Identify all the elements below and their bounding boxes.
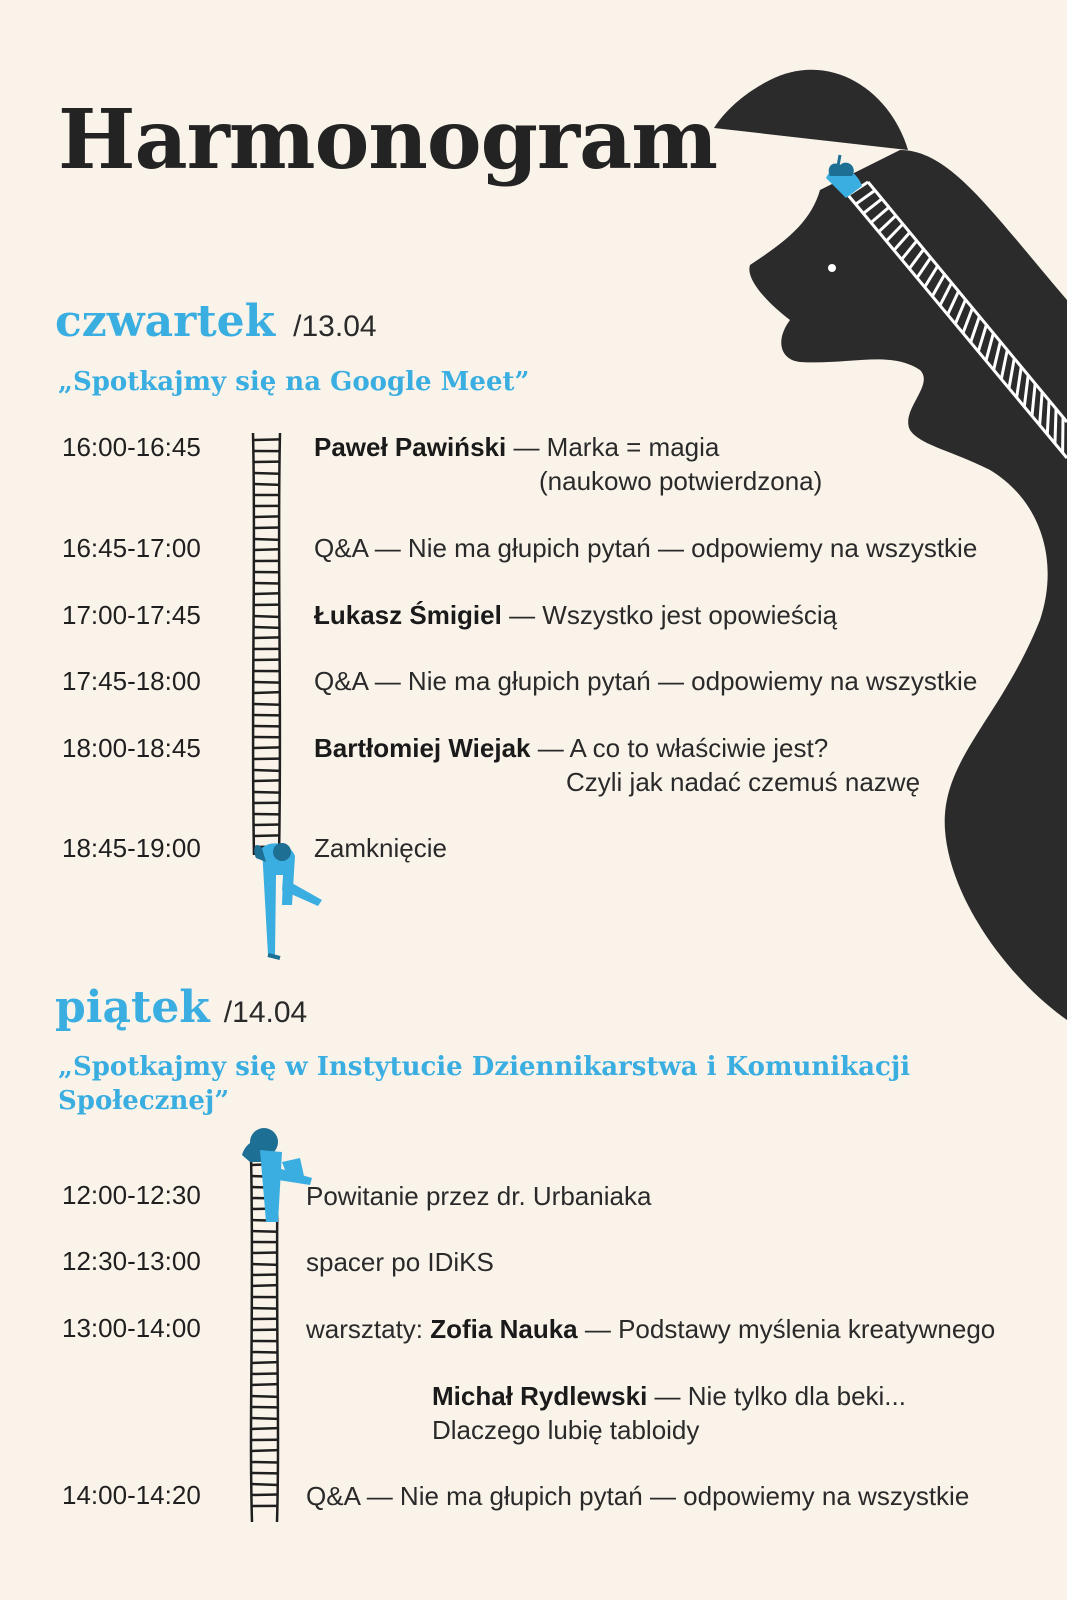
schedule-entry (306, 1312, 995, 1346)
eye (828, 264, 836, 272)
ladder-rung (253, 770, 280, 771)
time-slot: 16:00-16:45 (62, 432, 201, 462)
ladder-rung (253, 747, 280, 748)
schedule-entry (314, 598, 837, 632)
time-slot: 18:45-19:00 (62, 833, 201, 863)
speaker-name: Zofia Nauka (430, 1314, 578, 1344)
subtitle-line: Społecznej” (58, 1086, 230, 1116)
ladder-rung (251, 1264, 278, 1265)
ladder-rung (251, 1396, 278, 1397)
time-slot: 16:45-17:00 (62, 533, 201, 563)
ladder-rung (253, 692, 280, 693)
ladder-rung (251, 1285, 278, 1286)
time-slot: 13:00-14:00 (62, 1313, 201, 1343)
separator: — (647, 1381, 688, 1411)
ladder-rung (253, 516, 280, 517)
day-name: czwartek (55, 296, 276, 347)
ladder-rung (253, 593, 280, 594)
day-thursday (55, 296, 377, 347)
ladder-rung (1047, 400, 1049, 434)
schedule-entry: Q&A — Nie ma głupich pytań — odpowiemy na wszystkie (306, 1481, 970, 1511)
ladder-rung (1055, 409, 1056, 444)
talk-title: A co to właściwie jest? (569, 733, 829, 763)
ladder-rung (251, 1428, 278, 1429)
time-slot: 14:00-14:20 (62, 1480, 201, 1510)
ladder-rung (251, 1494, 278, 1495)
day-name: piątek (55, 982, 210, 1033)
ladder-rung (253, 637, 280, 638)
schedule-entry (314, 430, 822, 498)
ladder-rung (251, 1308, 278, 1309)
ladder-rung (253, 539, 280, 540)
time-slot: 17:45-18:00 (62, 666, 201, 696)
ladder-rung (253, 682, 280, 683)
speaker-name: Michał Rydlewski (432, 1381, 648, 1411)
ladder-rung (253, 439, 280, 440)
ladder-rung (253, 616, 280, 617)
schedule-entry: Zamknięcie (314, 833, 447, 863)
hanging-figure (254, 843, 322, 958)
separator: — (501, 600, 543, 630)
page-title: Harmonogram (58, 92, 718, 188)
talk-title: Nie tylko dla beki... (687, 1381, 906, 1411)
ladder-rung (253, 835, 280, 836)
schedule-entry: Q&A — Nie ma głupich pytań — odpowiemy na wszystkie (314, 533, 978, 563)
thursday-subtitle: „Spotkajmy się na Google Meet” (58, 367, 530, 397)
schedule-entry: Powitanie przez dr. Urbaniaka (306, 1181, 652, 1211)
ladder-rung (253, 549, 280, 550)
day-friday (55, 982, 307, 1033)
ladder-rung (253, 627, 280, 628)
schedule-entry: spacer po IDiKS (306, 1247, 494, 1277)
ladder-rung (253, 780, 280, 781)
time-slot: 17:00-17:45 (62, 600, 201, 630)
separator: — (530, 733, 570, 763)
entry-prefix: warsztaty: (306, 1314, 431, 1344)
talk-title: Wszystko jest opowieścią (542, 600, 838, 630)
ladder-rung (253, 792, 280, 793)
time-slot: 18:00-18:45 (62, 733, 201, 763)
subtitle-line: „Spotkajmy się w Instytucie Dziennikarstwa i Komunikacji (58, 1052, 911, 1082)
friday-subtitle (58, 1050, 910, 1118)
speaker-name: Łukasz Śmigiel (314, 600, 502, 630)
ladder-rung (251, 1231, 278, 1232)
face-silhouette (749, 150, 1067, 1020)
talk-subtitle: Dlaczego lubię tabloidy (432, 1415, 700, 1445)
ladder-rung (253, 704, 280, 705)
ladder-rung (251, 1450, 278, 1451)
schedule-entry: Q&A — Nie ma głupich pytań — odpowiemy na wszystkie (314, 666, 978, 696)
talk-subtitle: Czyli jak nadać czemuś nazwę (566, 767, 921, 797)
ladder-rung (251, 1362, 278, 1363)
talk-subtitle: (naukowo potwierdzona) (539, 466, 823, 496)
ladder-rung (251, 1484, 278, 1485)
separator: — (577, 1314, 619, 1344)
head-silhouette (714, 70, 908, 150)
schedule-entry (432, 1379, 906, 1447)
ladder-rung (251, 1418, 278, 1419)
speaker-name: Bartłomiej Wiejak (314, 733, 531, 763)
speaker-name: Paweł Pawiński (314, 432, 507, 462)
ladder-rung (253, 583, 280, 584)
day-date: /14.04 (223, 996, 308, 1029)
talk-title: Marka = magia (546, 432, 720, 462)
ladder-rung (253, 473, 280, 474)
separator: — (506, 432, 547, 462)
schedule-entry (314, 731, 920, 799)
ladder-rung (253, 484, 280, 485)
time-slot: 12:00-12:30 (62, 1180, 201, 1210)
ladder-rung (251, 1384, 278, 1385)
day-date: /13.04 (293, 310, 377, 343)
time-slot: 12:30-13:00 (62, 1246, 201, 1276)
talk-title: Podstawy myślenia kreatywnego (618, 1314, 996, 1344)
